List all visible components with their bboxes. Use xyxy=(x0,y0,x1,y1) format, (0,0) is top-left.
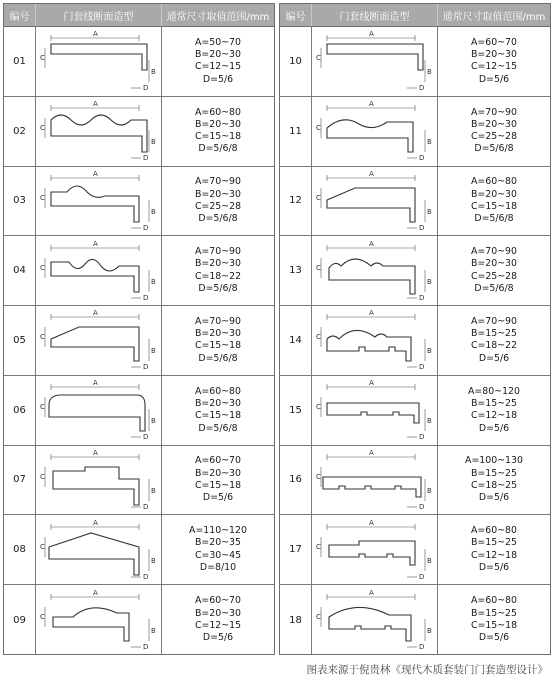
range-value: D=5/6 xyxy=(478,562,510,574)
profile-cell xyxy=(312,236,438,305)
range-value: B=15~25 xyxy=(470,328,517,340)
range-value: D=5/6 xyxy=(202,632,234,644)
range-value: B=20~30 xyxy=(470,49,517,61)
range-value: A=60~80 xyxy=(195,385,241,397)
range-value: A=70~90 xyxy=(471,315,517,327)
dimension-label-d: D xyxy=(142,643,148,651)
range-value: B=20~30 xyxy=(194,397,241,409)
grooved-arch-profile-icon xyxy=(315,309,435,371)
range-value: A=80~120 xyxy=(468,385,520,397)
dimension-label-a: A xyxy=(368,589,374,597)
profile-outline xyxy=(327,44,423,70)
dimension-label-b: B xyxy=(426,417,432,426)
range-value: D=5/6 xyxy=(478,422,510,434)
row-number: 14 xyxy=(280,306,312,375)
range-value: C=15~18 xyxy=(470,200,518,212)
peak-profile-icon xyxy=(39,519,159,581)
range-value: D=5/6/8 xyxy=(198,213,238,225)
profile-outline xyxy=(329,259,415,294)
dimension-label-b: B xyxy=(426,277,432,286)
range-value: C=18~25 xyxy=(470,479,518,491)
range-value: A=70~90 xyxy=(471,246,517,258)
double-cove-profile-icon xyxy=(39,240,159,302)
dimension-label-d: D xyxy=(418,293,424,302)
range-value: B=20~30 xyxy=(194,188,241,200)
dimension-label-a: A xyxy=(368,30,374,39)
dimension-label-d: D xyxy=(418,572,424,581)
dimension-label-c: C xyxy=(315,124,321,133)
profile-cell xyxy=(36,97,162,166)
range-value: B=15~25 xyxy=(470,607,517,619)
range-value: A=60~70 xyxy=(195,595,241,607)
profile-outline xyxy=(49,533,139,575)
dimension-label-c: C xyxy=(39,263,45,272)
bevel-profile-icon xyxy=(39,309,159,371)
dimension-label-b: B xyxy=(150,277,156,286)
table-row xyxy=(280,585,550,655)
dimension-label-d: D xyxy=(142,502,148,511)
table-row xyxy=(280,446,550,516)
range-value: A=60~80 xyxy=(195,106,241,118)
dimension-label-d: D xyxy=(418,363,424,372)
dimension-label-d: D xyxy=(142,293,148,302)
table-row xyxy=(4,167,274,237)
dimension-label-a: A xyxy=(368,518,374,527)
dimension-label-b: B xyxy=(150,68,156,77)
dimension-label-b: B xyxy=(426,68,432,77)
left-table-body xyxy=(4,27,274,655)
step-profile-icon xyxy=(39,449,159,511)
range-cell xyxy=(162,306,274,375)
header-number: 编号 xyxy=(4,4,36,26)
row-number: 11 xyxy=(280,97,312,166)
dimension-label-d: D xyxy=(142,363,148,372)
profile-cell xyxy=(36,306,162,375)
dimension-label-b: B xyxy=(426,207,432,216)
range-value: B=20~30 xyxy=(194,258,241,270)
range-value: A=70~90 xyxy=(195,176,241,188)
dimension-label-b: B xyxy=(426,138,432,147)
range-cell xyxy=(438,27,550,96)
dimension-label-d: D xyxy=(418,502,424,511)
dimension-label-a: A xyxy=(92,448,98,457)
row-number: 18 xyxy=(280,585,312,655)
dimension-label-b: B xyxy=(150,556,156,565)
profile-outline xyxy=(327,403,419,423)
range-cell xyxy=(162,585,274,655)
grooved-flat-profile-icon xyxy=(315,379,435,441)
dimension-label-b: B xyxy=(426,556,432,565)
dimension-label-a: A xyxy=(92,30,98,39)
range-value: C=12~18 xyxy=(470,549,518,561)
profile-outline xyxy=(327,120,413,152)
range-value: B=20~35 xyxy=(194,537,241,549)
row-number: 09 xyxy=(4,585,36,655)
row-number: 04 xyxy=(4,236,36,305)
dimension-label-a: A xyxy=(92,309,98,318)
dimension-label-a: A xyxy=(368,448,374,457)
profile-cell xyxy=(36,446,162,515)
raised-round-profile-icon xyxy=(39,589,159,651)
header-range: 通常尺寸取值范围/mm xyxy=(442,11,546,23)
dimension-label-a: A xyxy=(368,239,374,248)
dimension-label-c: C xyxy=(315,193,321,202)
dimension-label-a: A xyxy=(92,169,98,178)
flat-profile-icon xyxy=(39,30,159,92)
table-row xyxy=(4,27,274,97)
range-value: B=20~30 xyxy=(194,607,241,619)
table-row xyxy=(280,306,550,376)
table-row xyxy=(280,97,550,167)
range-value: C=30~45 xyxy=(194,549,242,561)
range-value: C=12~15 xyxy=(194,620,242,631)
profile-cell xyxy=(312,167,438,236)
dimension-label-c: C xyxy=(315,263,321,272)
table-row xyxy=(4,515,274,585)
profile-outline xyxy=(51,259,139,292)
range-value: D=5/6 xyxy=(202,492,234,504)
range-value: D=8/10 xyxy=(199,562,237,574)
profile-cell xyxy=(36,376,162,445)
range-cell xyxy=(438,585,550,655)
range-value: C=25~28 xyxy=(194,200,242,212)
dimension-label-c: C xyxy=(39,613,45,621)
dimension-label-a: A xyxy=(92,589,98,597)
profile-cell xyxy=(312,515,438,584)
table-row xyxy=(280,27,550,97)
profile-outline xyxy=(327,188,415,222)
range-value: C=12~15 xyxy=(194,61,242,73)
flat-profile-icon xyxy=(315,30,435,92)
range-value: C=15~18 xyxy=(470,620,518,631)
grooved-step-profile-icon xyxy=(315,519,435,581)
range-cell xyxy=(438,446,550,515)
profile-outline xyxy=(329,541,415,565)
range-value: D=5/6/8 xyxy=(474,143,514,155)
row-number: 13 xyxy=(280,236,312,305)
dimension-label-a: A xyxy=(92,239,98,248)
range-value: A=110~120 xyxy=(189,525,247,537)
bevel-profile-icon xyxy=(315,170,435,232)
table-row xyxy=(280,167,550,237)
dimension-label-c: C xyxy=(39,403,45,412)
range-value: A=60~70 xyxy=(195,455,241,467)
profile-cell xyxy=(36,236,162,305)
range-value: D=5/6 xyxy=(478,73,510,85)
dimension-label-c: C xyxy=(39,54,45,63)
table-row xyxy=(4,585,274,655)
right-table-body xyxy=(280,27,550,655)
dimension-label-d: D xyxy=(418,154,424,163)
profile-cell xyxy=(312,27,438,96)
dimension-label-a: A xyxy=(368,379,374,388)
range-value: B=20~30 xyxy=(194,328,241,340)
table-row xyxy=(280,236,550,306)
dimension-label-a: A xyxy=(368,169,374,178)
range-value: C=25~28 xyxy=(470,270,518,282)
dimension-label-d: D xyxy=(418,643,424,651)
dimension-label-c: C xyxy=(315,403,321,412)
range-value: D=5/6/8 xyxy=(474,282,514,294)
dimension-label-b: B xyxy=(426,486,432,495)
profile-outline xyxy=(49,395,145,431)
range-value: B=20~30 xyxy=(470,188,517,200)
range-value: C=15~18 xyxy=(194,479,242,491)
dimension-label-b: B xyxy=(150,347,156,356)
row-number: 03 xyxy=(4,167,36,236)
range-value: A=70~90 xyxy=(195,315,241,327)
range-cell xyxy=(162,167,274,236)
row-number: 01 xyxy=(4,27,36,96)
left-table xyxy=(3,3,275,655)
source-caption: 图表来源于倪贵林《现代木质套装门门套造型设计》 xyxy=(306,664,548,676)
range-value: C=12~15 xyxy=(470,61,518,73)
right-table-header xyxy=(280,4,550,27)
range-value: D=5/6/8 xyxy=(198,352,238,364)
range-value: D=5/6/8 xyxy=(474,213,514,225)
range-cell xyxy=(438,236,550,305)
header-profile: 门套线断面造型 xyxy=(36,4,162,26)
profile-cell xyxy=(36,27,162,96)
table-row xyxy=(4,306,274,376)
range-cell xyxy=(438,376,550,445)
range-cell xyxy=(162,515,274,584)
range-value: A=70~90 xyxy=(195,246,241,258)
header-number: 编号 xyxy=(280,4,312,26)
right-table xyxy=(279,3,551,655)
range-value: D=5/6 xyxy=(202,73,234,85)
row-number: 12 xyxy=(280,167,312,236)
range-cell xyxy=(162,236,274,305)
range-value: A=50~70 xyxy=(195,36,241,48)
profile-cell xyxy=(36,167,162,236)
dimension-label-b: B xyxy=(426,347,432,356)
dimension-label-c: C xyxy=(39,472,45,481)
range-value: C=18~22 xyxy=(194,270,242,282)
dimension-label-c: C xyxy=(315,542,321,551)
range-value: C=15~18 xyxy=(194,340,242,352)
dimension-label-a: A xyxy=(368,309,374,318)
cove-bead-profile-icon xyxy=(315,100,435,162)
dimension-label-c: C xyxy=(315,333,321,342)
range-cell xyxy=(162,27,274,96)
profile-cell xyxy=(312,97,438,166)
profile-cell xyxy=(36,515,162,584)
table-row xyxy=(280,376,550,446)
ogee-step-profile-icon xyxy=(39,170,159,232)
range-cell xyxy=(162,376,274,445)
dimension-label-c: C xyxy=(39,542,45,551)
profile-outline xyxy=(327,331,411,362)
rounded-profile-icon xyxy=(39,379,159,441)
row-number: 17 xyxy=(280,515,312,584)
range-cell xyxy=(438,306,550,375)
range-value: D=5/6/8 xyxy=(198,143,238,155)
range-value: B=20~30 xyxy=(194,118,241,130)
row-number: 02 xyxy=(4,97,36,166)
row-number: 08 xyxy=(4,515,36,584)
profile-cell xyxy=(312,446,438,515)
profile-cell xyxy=(36,585,162,655)
range-cell xyxy=(162,97,274,166)
range-value: C=12~18 xyxy=(470,410,518,422)
table-row xyxy=(4,97,274,167)
row-number: 06 xyxy=(4,376,36,445)
range-value: B=20~30 xyxy=(470,118,517,130)
profile-outline xyxy=(51,44,147,70)
wide-grooved-profile-icon xyxy=(315,449,435,511)
dimension-label-c: C xyxy=(39,124,45,133)
range-value: A=60~70 xyxy=(471,36,517,48)
dimension-label-b: B xyxy=(426,627,432,635)
dimension-label-a: A xyxy=(92,100,98,109)
dimension-label-d: D xyxy=(418,84,424,93)
dimension-label-d: D xyxy=(142,572,148,581)
dimension-label-d: D xyxy=(142,223,148,232)
dimension-label-b: B xyxy=(150,486,156,495)
dimension-label-c: C xyxy=(39,193,45,202)
profile-outline xyxy=(53,467,139,505)
profile-cell xyxy=(312,376,438,445)
range-value: B=15~25 xyxy=(470,397,517,409)
range-cell xyxy=(438,167,550,236)
row-number: 07 xyxy=(4,446,36,515)
triple-wave-profile-icon xyxy=(39,100,159,162)
profile-outline xyxy=(51,115,147,152)
range-cell xyxy=(438,515,550,584)
range-value: D=5/6 xyxy=(478,632,510,644)
grooved-dome-profile-icon xyxy=(315,589,435,651)
header-profile: 门套线断面造型 xyxy=(312,4,438,26)
profile-outline xyxy=(53,608,129,641)
dimension-label-d: D xyxy=(142,154,148,163)
dimension-label-c: C xyxy=(39,333,45,342)
range-value: B=15~25 xyxy=(470,537,517,549)
profile-cell xyxy=(312,306,438,375)
dimension-label-d: D xyxy=(142,84,148,93)
range-value: D=5/6 xyxy=(478,492,510,504)
dimension-label-a: A xyxy=(92,379,98,388)
profile-cell xyxy=(312,585,438,655)
range-value: B=15~25 xyxy=(470,467,517,479)
profile-outline xyxy=(323,477,421,497)
dimension-label-d: D xyxy=(418,433,424,442)
dimension-label-c: C xyxy=(315,472,321,481)
range-value: A=100~130 xyxy=(465,455,523,467)
profile-outline xyxy=(51,327,139,361)
header-range: 通常尺寸取值范围/mm xyxy=(166,11,270,23)
row-number: 10 xyxy=(280,27,312,96)
dimension-label-b: B xyxy=(150,138,156,147)
range-cell xyxy=(162,446,274,515)
range-value: B=20~30 xyxy=(470,258,517,270)
range-value: D=5/6/8 xyxy=(198,422,238,434)
table-row xyxy=(280,515,550,585)
table-row xyxy=(4,376,274,446)
range-value: C=18~22 xyxy=(470,340,518,352)
arch-bead-profile-icon xyxy=(315,240,435,302)
range-value: A=60~80 xyxy=(471,525,517,537)
range-value: D=5/6 xyxy=(478,352,510,364)
dimension-label-b: B xyxy=(150,627,156,635)
profile-outline xyxy=(51,186,139,222)
range-value: A=60~80 xyxy=(471,595,517,607)
dimension-label-d: D xyxy=(142,433,148,442)
left-table-header xyxy=(4,4,274,27)
dimension-label-b: B xyxy=(150,207,156,216)
dimension-label-a: A xyxy=(92,518,98,527)
table-row xyxy=(4,446,274,516)
range-cell xyxy=(438,97,550,166)
range-value: C=15~18 xyxy=(194,131,242,143)
dimension-label-c: C xyxy=(315,613,321,621)
range-value: B=20~30 xyxy=(194,467,241,479)
range-value: A=70~90 xyxy=(471,106,517,118)
range-value: C=15~18 xyxy=(194,410,242,422)
profile-outline xyxy=(329,607,411,641)
row-number: 05 xyxy=(4,306,36,375)
range-value: C=25~28 xyxy=(470,131,518,143)
dimension-label-a: A xyxy=(368,100,374,109)
dimension-label-d: D xyxy=(418,223,424,232)
range-value: A=60~80 xyxy=(471,176,517,188)
dimension-label-b: B xyxy=(150,417,156,426)
range-value: D=5/6/8 xyxy=(198,282,238,294)
range-value: B=20~30 xyxy=(194,49,241,61)
table-row xyxy=(4,236,274,306)
dimension-label-c: C xyxy=(315,54,321,63)
row-number: 15 xyxy=(280,376,312,445)
row-number: 16 xyxy=(280,446,312,515)
